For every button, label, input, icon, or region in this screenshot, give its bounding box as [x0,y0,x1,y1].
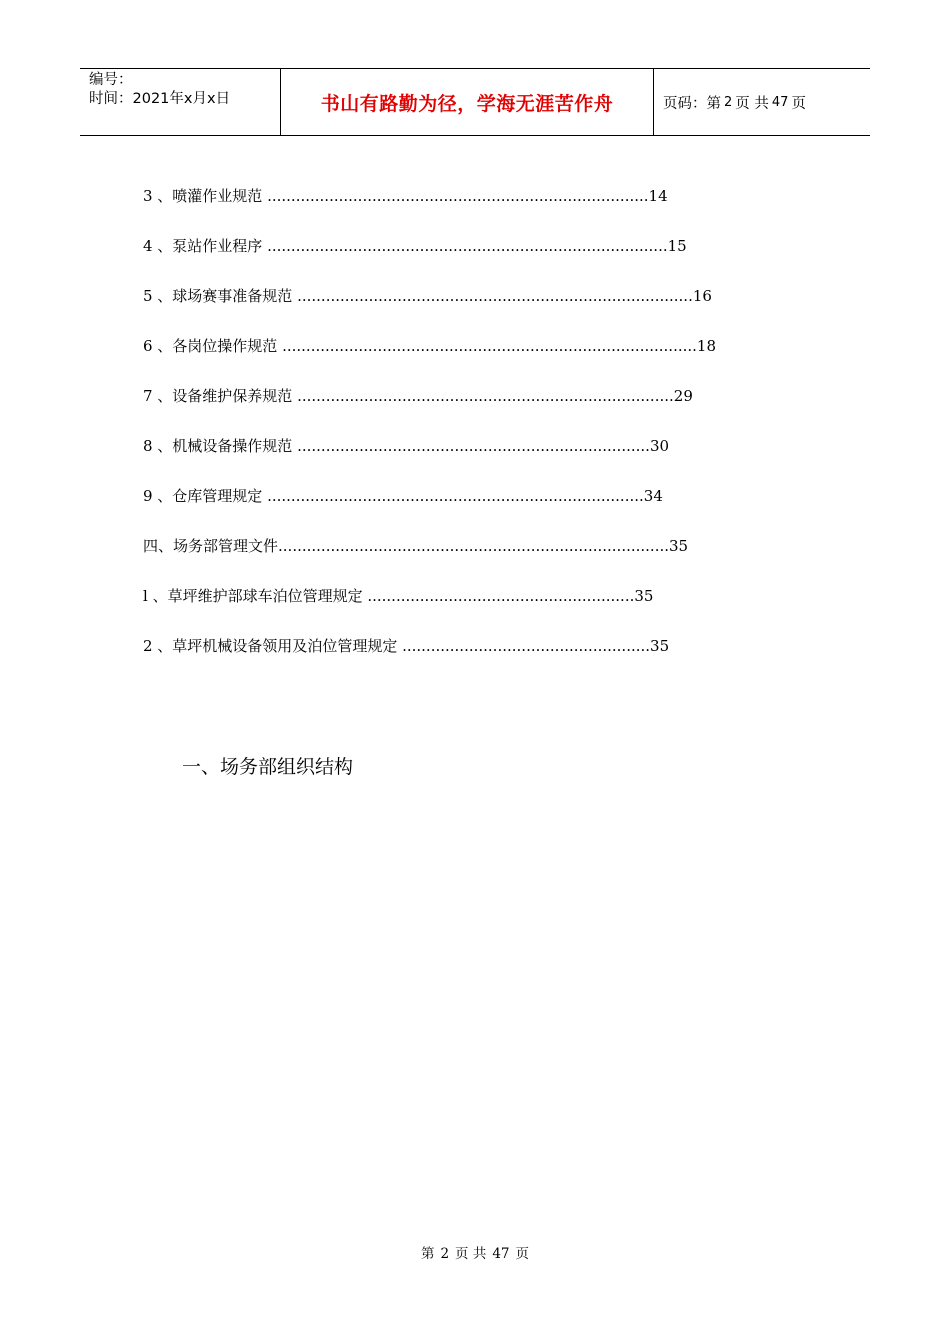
toc-entry-label: 2 、草坪机械设备领用及泊位管理规定 [143,637,403,655]
toc-entry-page: 29 [673,387,693,405]
header-time-label: 时间：2021年x月x日 [89,91,231,107]
header-page-cell [654,69,870,135]
toc-entry-page: 30 [649,437,670,455]
toc-entry-page: 35 [650,637,670,655]
toc-entry-label: 7 、设备维护保养规范 [143,387,298,405]
toc-entry-label: 5 、球场赛事准备规范 [143,287,298,305]
toc-entry-label: 8 、机械设备操作规范 [143,437,298,455]
toc-leader-dots: ............................................................................... [297,387,674,405]
footer-current-page: 2 [440,1246,450,1262]
toc-entry-label: 9 、仓库管理规定 [143,487,268,505]
toc-entry-label: l 、草坪维护部球车泊位管理规定 [143,587,368,605]
header-motto-cell [281,69,654,135]
toc-entry-page: 14 [648,187,668,205]
toc-leader-dots: ............................................................................... [267,487,644,505]
table-of-contents [143,184,763,684]
footer-mid: 页 共 [455,1246,487,1262]
toc-entry-page: 15 [667,237,687,255]
footer-prefix: 第 [420,1246,435,1262]
toc-leader-dots: ........................................................ [367,587,635,605]
header-page-mid: 页 共 [735,95,769,112]
toc-leader-dots: .......................................................................... [297,437,650,455]
toc-leader-dots: .................................................................................. [278,537,669,555]
toc-entry-label: 6 、各岗位操作规范 [143,337,283,355]
section-heading: 一、场务部组织结构 [182,756,354,778]
toc-entry-page: 35 [634,587,654,605]
toc-entry-label: 4 、泵站作业程序 [143,237,268,255]
toc-entry[interactable] [143,584,763,634]
toc-entry[interactable] [143,234,763,284]
toc-entry-label: 四、场务部管理文件 [143,537,279,555]
toc-leader-dots: ....................................................................................... [282,337,697,355]
toc-entry-page: 16 [692,287,712,305]
header-page-prefix: 页码：第 [663,95,721,112]
header-meta-cell [80,69,281,135]
toc-entry-page: 35 [669,537,689,555]
header-number-label: 编号： [89,72,133,88]
toc-leader-dots: .................................................................................... [267,237,668,255]
toc-entry[interactable] [143,384,763,434]
header-motto: 书山有路勤为径，学海无涯苦作舟 [320,92,614,115]
toc-leader-dots: .................................................... [402,637,651,655]
footer-suffix: 页 [515,1246,530,1262]
page-footer [0,1244,950,1264]
toc-entry[interactable] [143,434,763,484]
toc-leader-dots: ................................................................................ [267,187,649,205]
header-page-total: 47 [771,94,789,110]
toc-entry[interactable] [143,534,763,584]
toc-entry[interactable] [143,184,763,234]
toc-entry-label: 3 、喷灌作业规范 [143,187,268,205]
toc-entry[interactable] [143,484,763,534]
header-page-current: 2 [724,94,733,110]
page-header [80,68,870,136]
toc-entry-page: 18 [696,337,717,355]
footer-total-pages: 47 [492,1246,510,1262]
toc-leader-dots: ................................................................................... [297,287,693,305]
toc-entry[interactable] [143,284,763,334]
toc-entry-page: 34 [643,487,663,505]
header-page-suffix: 页 [791,95,806,112]
toc-entry[interactable] [143,634,763,684]
toc-entry[interactable] [143,334,763,384]
